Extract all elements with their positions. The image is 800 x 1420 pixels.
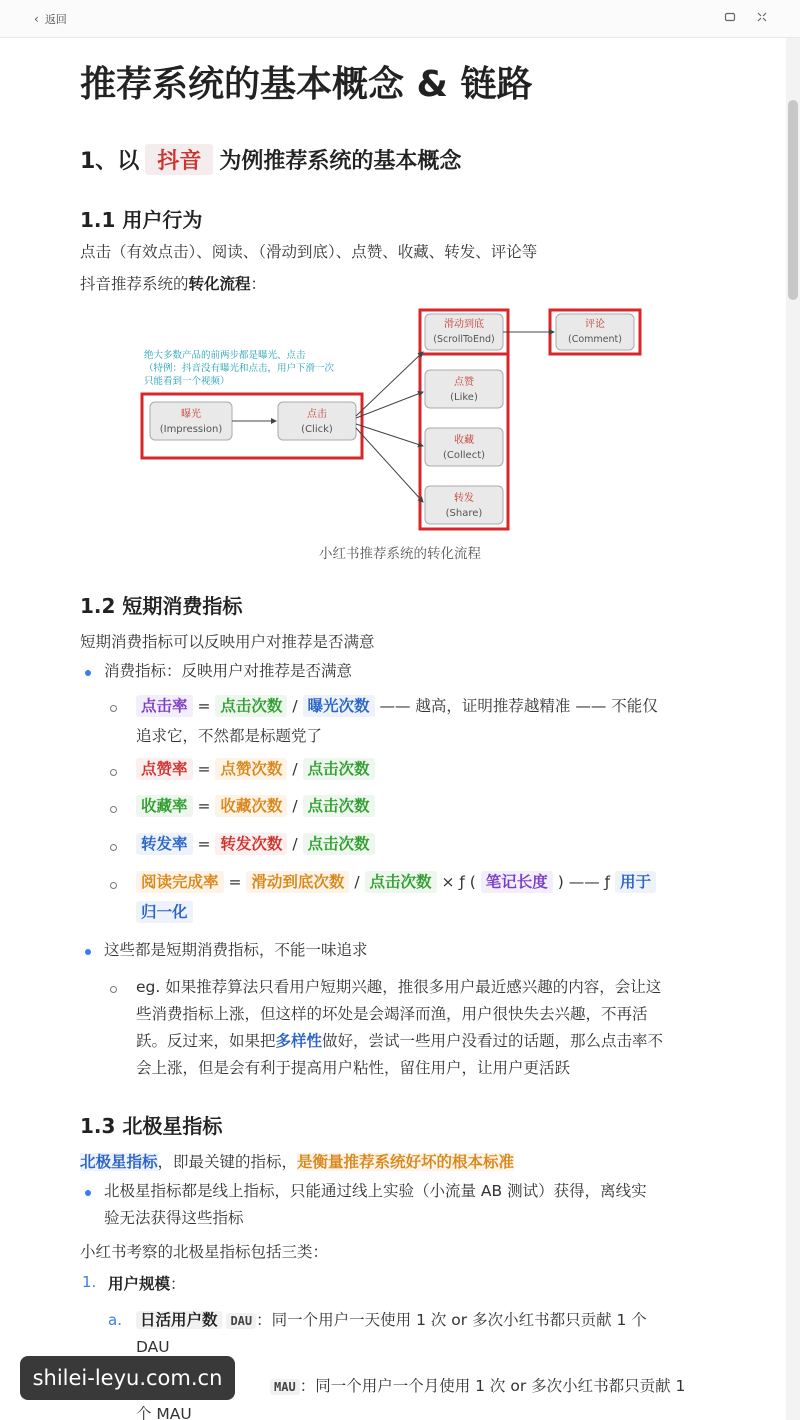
scroll-end-tag: 滑动到底次数 xyxy=(246,871,349,893)
north-star-standard: 是衡量推荐系统好坏的根本标准 xyxy=(297,1153,515,1171)
sub-bullet-ring xyxy=(110,769,117,776)
eg-line-3-a: 跃。反过来，如果把 xyxy=(136,1032,276,1050)
like-rate-tag: 点赞率 xyxy=(136,758,193,780)
douyin-tag: 抖音 xyxy=(145,144,213,175)
arrow-click-collect xyxy=(356,424,423,446)
collect-rate-slash: / xyxy=(292,797,298,815)
bullet-dot xyxy=(85,1190,91,1196)
user-scale-item xyxy=(108,1272,186,1294)
collect-rate-tag: 收藏率 xyxy=(136,795,193,817)
node-like xyxy=(425,370,503,408)
node-scroll-en: (ScrollToEnd) xyxy=(433,334,495,345)
clicks-tag: 点击次数 xyxy=(303,758,375,780)
share-rate-row xyxy=(136,833,375,855)
dau-label: 日活用户数 xyxy=(136,1311,222,1329)
north-star-intro xyxy=(80,1150,514,1172)
user-behavior-text: 点击（有效点击）、阅读、（滑动到底）、点赞、收藏、转发、评论等 xyxy=(80,243,538,261)
dau-item-cont: DAU xyxy=(136,1338,170,1356)
node-share-cn: 转发 xyxy=(454,493,474,504)
user-scale-colon: ： xyxy=(170,1275,186,1293)
mau-item xyxy=(270,1374,685,1396)
collect-rate-eq: = xyxy=(197,797,211,815)
north-star-online-l1: 北极星指标都是线上指标，只能通过线上实验（小流量 AB 测试）获得，离线实 xyxy=(104,1182,647,1200)
eg-line-3-c: 做好，尝试一些用户没看过的话题，那么点击率不 xyxy=(322,1032,664,1050)
ol-number-1: 1. xyxy=(82,1273,97,1291)
top-bar xyxy=(0,0,800,38)
arrow-click-like xyxy=(356,392,423,418)
sub-bullet-ring xyxy=(110,806,117,813)
node-comment-en: (Comment) xyxy=(568,334,622,345)
mau-item-cont: 个 MAU xyxy=(136,1405,192,1420)
watermark: shilei-leyu.com.cn xyxy=(20,1356,235,1400)
f-close: ) —— ƒ xyxy=(557,873,611,891)
north-star-online-l2: 验无法获得这些指标 xyxy=(104,1209,244,1227)
ctr-slash: / xyxy=(292,697,298,715)
ctr-row-cont: 追求它，不然都是标题党了 xyxy=(136,727,323,745)
node-share-en: (Share) xyxy=(445,508,483,519)
scrollbar-thumb[interactable] xyxy=(788,100,798,300)
arrow-click-share xyxy=(356,428,423,502)
times-f: × ƒ ( xyxy=(441,873,476,891)
diagram-caption: 小红书推荐系统的转化流程 xyxy=(319,546,481,562)
read-completion-row xyxy=(136,871,656,893)
diversity-highlight: 多样性 xyxy=(275,1032,323,1050)
conversion-flow-suffix: ： xyxy=(250,275,267,293)
back-button[interactable] xyxy=(34,11,67,27)
shares-tag: 转发次数 xyxy=(215,833,287,855)
user-scale-label: 用户规模 xyxy=(108,1275,171,1293)
diagram-note-2: （特例：抖音没有曝光和点击，用户下滑一次 xyxy=(144,363,335,374)
read-completion-tag: 阅读完成率 xyxy=(136,871,224,893)
section-1-1-heading: 1.1 用户行为 xyxy=(80,208,203,232)
scrollbar[interactable] xyxy=(786,38,800,1420)
share-rate-eq: = xyxy=(197,835,211,853)
read-completion-eq: = xyxy=(228,873,242,891)
node-collect-en: (Collect) xyxy=(442,450,486,461)
section-1-heading xyxy=(80,144,461,175)
node-impression-cn: 曝光 xyxy=(181,409,201,420)
bullet-consumption-metric: 消费指标：反映用户对推荐是否满意 xyxy=(104,662,353,680)
conversion-flow-bold: 转化流程 xyxy=(188,275,251,293)
like-rate-row xyxy=(136,758,375,780)
node-like-cn: 点赞 xyxy=(454,377,474,388)
eg-line-3 xyxy=(136,1029,663,1051)
ol-letter-a: a. xyxy=(108,1311,122,1329)
collapse-icon[interactable] xyxy=(754,11,770,27)
node-like-en: (Like) xyxy=(450,392,478,403)
short-term-intro: 短期消费指标可以反映用户对推荐是否满意 xyxy=(80,633,375,651)
diagram-note-1: 绝大多数产品的前两步都是曝光、点击 xyxy=(144,350,306,361)
bullet-short-term: 这些都是短期消费指标，不能一味追求 xyxy=(104,941,368,959)
share-rate-slash: / xyxy=(292,835,298,853)
conversion-flow-text xyxy=(80,272,266,294)
node-comment-cn: 评论 xyxy=(585,319,605,330)
node-click-en: (Click) xyxy=(301,424,333,435)
node-comment xyxy=(556,314,634,350)
conversion-flow-prefix: 抖音推荐系统的 xyxy=(80,275,189,293)
north-star-tag: 北极星指标 xyxy=(80,1153,158,1171)
node-collect-cn: 收藏 xyxy=(454,435,474,446)
eg-line-2: 些消费指标上涨，但这样的坏处是会竭泽而渔，用户很快失去兴趣，不再活 xyxy=(136,1005,648,1023)
node-scroll-to-end xyxy=(425,314,503,350)
node-share xyxy=(425,486,503,524)
dau-item xyxy=(136,1308,647,1330)
diagram-note-3: 只能看到一个视频） xyxy=(144,376,230,387)
chevron-left-icon: ‹ xyxy=(34,12,39,26)
sub-bullet-ring xyxy=(110,705,117,712)
section-1-prefix: 1、以 xyxy=(80,149,140,174)
eg-line-4: 会上涨，但是会有利于提高用户粘性，留住用户，让用户更活跃 xyxy=(136,1059,571,1077)
clicks-tag: 点击次数 xyxy=(365,871,437,893)
likes-tag: 点赞次数 xyxy=(215,758,287,780)
back-label: 返回 xyxy=(44,13,67,26)
ctr-row xyxy=(136,694,658,717)
node-click-cn: 点击 xyxy=(307,409,327,420)
clicks-tag: 点击次数 xyxy=(215,695,287,717)
node-collect xyxy=(425,428,503,466)
node-click xyxy=(278,402,356,440)
dau-desc: ：同一个用户一天使用 1 次 or 多次小红书都只贡献 1 个 xyxy=(256,1311,647,1329)
section-1-2-heading: 1.2 短期消费指标 xyxy=(80,594,243,618)
window-icon[interactable] xyxy=(722,11,738,27)
page-title: 推荐系统的基本概念 & 链路 xyxy=(80,64,533,105)
like-rate-slash: / xyxy=(292,760,298,778)
node-impression-en: (Impression) xyxy=(159,424,223,435)
north-star-three-types: 小红书考察的北极星指标包括三类： xyxy=(80,1243,329,1261)
node-impression xyxy=(150,402,232,440)
collect-rate-row xyxy=(136,795,375,817)
section-1-3-heading: 1.3 北极星指标 xyxy=(80,1114,223,1138)
share-rate-tag: 转发率 xyxy=(136,833,193,855)
used-for-tag: 用于 xyxy=(615,871,656,893)
sub-bullet-ring xyxy=(110,986,117,993)
clicks-tag: 点击次数 xyxy=(303,795,375,817)
impressions-tag: 曝光次数 xyxy=(303,695,375,717)
clicks-tag: 点击次数 xyxy=(303,833,375,855)
dau-code: DAU xyxy=(226,1313,256,1329)
bullet-dot xyxy=(85,670,91,676)
mau-desc: ：同一个用户一个月使用 1 次 or 多次小红书都只贡献 1 xyxy=(299,1377,686,1395)
normalize-tag: 归一化 xyxy=(136,901,193,923)
north-star-mid: ，即最关键的指标， xyxy=(157,1153,298,1171)
sub-bullet-ring xyxy=(110,882,117,889)
eg-line-1: eg. 如果推荐算法只看用户短期兴趣，推很多用户最近感兴趣的内容，会让这 xyxy=(136,978,662,996)
node-scroll-cn: 滑动到底 xyxy=(444,319,484,330)
collects-tag: 收藏次数 xyxy=(215,795,287,817)
read-completion-row-cont xyxy=(136,901,193,923)
ctr-tag: 点击率 xyxy=(136,695,193,717)
section-1-suffix: 为例推荐系统的基本概念 xyxy=(219,149,462,174)
bullet-dot xyxy=(85,949,91,955)
ctr-eq: = xyxy=(197,697,211,715)
like-rate-eq: = xyxy=(197,760,211,778)
sub-bullet-ring xyxy=(110,844,117,851)
conversion-flow-diagram xyxy=(80,308,720,538)
ctr-tail: —— 越高，证明推荐越精准 —— 不能仅 xyxy=(379,697,658,715)
mau-code: MAU xyxy=(270,1379,300,1395)
read-completion-slash: / xyxy=(354,873,360,891)
arrow-click-scroll xyxy=(356,352,423,416)
note-length-tag: 笔记长度 xyxy=(481,871,553,893)
